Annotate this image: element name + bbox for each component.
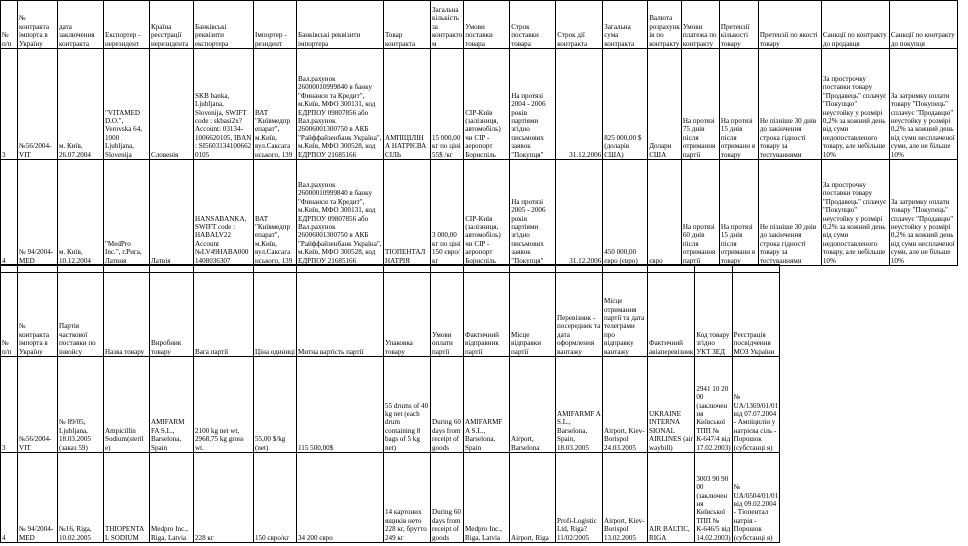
table-row <box>1 357 780 453</box>
table-cell: UKRAINE INTERNA SIONAL AIRLINES (air waybill) <box>648 357 695 453</box>
header-cell: Фактичний авіаперевізник <box>648 273 695 357</box>
table-cell: AMIFARM FA S.L., Barselona, Spain <box>150 357 194 453</box>
header-cell: Банківські реквізити експортера <box>194 1 254 49</box>
table-cell: № 94/2004-MED <box>18 160 58 266</box>
table-cell: № 89/05, Ljubljana, 18.03.2005 (заказ 59) <box>58 357 104 453</box>
header-cell: Умови поставки товара <box>464 1 510 49</box>
header-cell: № п/п <box>1 1 18 49</box>
table-cell: № 94/2004-MED <box>18 453 58 543</box>
table-cell: 55 drums of 40 kg net (each drum containing 8 bags of 5 kg net) <box>384 357 431 453</box>
table-cell: №56/2004-VIT <box>18 357 58 453</box>
table-cell: 450 000,00 євро (євро) <box>603 160 648 266</box>
table-cell: AMIFARMF A S.L., Barselona, Spain, 18.03.2005 <box>556 357 603 453</box>
header-cell: Валюта розрахунк ів по контракту <box>648 1 682 49</box>
table-cell: SKB banka, Ljubljana, Slovenija, SWIFT code : skbasi2x? Account: 03134-1006620105, IBAN : SI5603134100662 0105 <box>194 49 254 160</box>
table-cell: Не пізніше 30 днів до закінчення строка гідності товару за тестуваннями <box>758 160 821 266</box>
header-cell: Місце отримання партії та дата телеграми про відправку вантажу <box>603 273 648 357</box>
header-cell: Товар контракта <box>384 1 431 49</box>
header-cell: Перевізник - посередник та дата оформлення вантажу <box>556 273 603 357</box>
table-cell: євро <box>648 160 682 266</box>
header-cell: Країна реєстрації нерезидента <box>150 1 194 49</box>
table-cell: На протязі 75 днів після отримання партії <box>681 49 719 160</box>
header-cell: Загальна сума контракта <box>603 1 648 49</box>
header-cell: Фактичний відправник партії <box>464 273 510 357</box>
table-cell: м. Київ, 10.12.2004 <box>58 160 104 266</box>
table-cell: Латвія <box>150 160 194 266</box>
table-cell: 31.12.2006 <box>556 49 603 160</box>
table-cell: "MedPro Inc.", г.Рига, Латвия <box>104 160 150 266</box>
header-cell: Умови платежа по контракту <box>681 1 719 49</box>
table-cell: Вал.рахунок 26000010999840 в банку "Финанси та Кредит", м.Київ, МФО 300131, код ЕДРПОУ 09807856 або Вал.рахунок 26006001300750 в АКБ "Райффайзенбанк Україна", м.Київ, МФО 300528, код ЕДРПОУ 21685166 <box>297 49 384 160</box>
table-cell: 228 кг <box>194 453 254 543</box>
table-cell: 3003 90 90 00 (заключен ня Київської ТПП № К-646/5 від 14.02.2003) <box>695 453 732 543</box>
table-cell: Не пізніше 30 днів до закінчення строка гідності товару за тестуваннями <box>758 49 821 160</box>
header-cell: Строк поставки товара <box>510 1 556 49</box>
table-cell: № UA/0504/01/01 від 09.02.2004 - Тіопентал натрія - Порошок (субстанці я) <box>732 453 780 543</box>
header-cell: Санкції по контракту до покупця <box>889 1 957 49</box>
table-cell: 3 <box>1 357 18 453</box>
table-cell: 14 картоних ящиків нето 228 кг, брутто 249 кг <box>384 453 431 543</box>
header-cell: Код товару згідно УКТ ЗЕД <box>695 273 732 357</box>
header-cell: Імпортер - резидент <box>254 1 297 49</box>
header-cell: Претензії по якості товару <box>758 1 821 49</box>
table-cell: 3 000,00 кг по ціні 150 євро/кг <box>431 160 464 266</box>
table-cell: HANSABANKA, SWIFT code : HABALV22 Account №LV49HABA000 1408036307 <box>194 160 254 266</box>
header-cell: Банківські реквізити імпортера <box>297 1 384 49</box>
table-cell: Ampicillin Sodium(steril e) <box>104 357 150 453</box>
table-cell: 2941 10 20 00 (заключен ня Київської ТПП № К-647/4 від 17.02.2003) <box>695 357 732 453</box>
table-cell: Airport, Riga <box>510 453 556 543</box>
table-cell: AIR BALTIC, RIGA <box>648 453 695 543</box>
table-cell: 2100 kg net wt, 2968,75 kg gross wt. <box>194 357 254 453</box>
table-cell: Medpro Inc., Riga, Latvia <box>464 453 510 543</box>
table-cell: CIP-Київ (залізниця, автомобіль) чи CIP - аеропорт Бориспіль <box>464 49 510 160</box>
header-cell: Упаковка товару <box>384 273 431 357</box>
table-cell: Airport, Barselona <box>510 357 556 453</box>
header-cell: № контракта імпорта в Україну <box>18 273 58 357</box>
table-cell: 3 <box>1 49 18 160</box>
table-cell: 15 000,00 кг по ціні 55$ /кг <box>431 49 464 160</box>
table-cell: ВАТ "Київмедпр епарат", м.Київ, вул.Саксага нського, 139 <box>254 160 297 266</box>
table-cell: За затримку оплати товару "Покупець" сплачує "Продавцю" неустойку у розмірі 0,2% за кожний день від суми несплаченої суми, але не більше 10% <box>889 160 957 266</box>
table-cell: 115 500,00$ <box>297 357 384 453</box>
contracts-header-row <box>1 1 958 49</box>
header-cell: № п/п <box>1 273 18 357</box>
table-cell: №56/2004-VIT <box>18 49 58 160</box>
table-cell: За прострочку поставки товару "Продавець" сплачує "Покупцю" неустойку у розмірі 0,2% за кожний день від суми недопоставленого товару, але небільше 10% <box>821 49 889 160</box>
table-cell: Profi-Logistic Ltd, Riga? 11/02/2005 <box>556 453 603 543</box>
header-cell: Ціна одиниці <box>254 273 297 357</box>
header-cell: дата заключения контракта <box>58 1 104 49</box>
shipments-header-row <box>1 273 780 357</box>
table-cell: 31.12.2006 <box>556 160 603 266</box>
header-cell: Місце відправки партії <box>510 273 556 357</box>
table-cell: №16, Riga, 10.02.2005 <box>58 453 104 543</box>
header-cell: Претензії кількості товару <box>719 1 758 49</box>
table-cell: АМПІЦІЛІН А НАТРІЄВА СІЛЬ <box>384 49 431 160</box>
table-cell: 150 євро/кг <box>254 453 297 543</box>
table-cell: Medpro Inc., Riga, Latvia <box>150 453 194 543</box>
table-cell: № UA/1369/01/01 від 07.07.2004 - Ампіцилін у натрієва сіль - Порошок (субстанці я) <box>732 357 780 453</box>
table-cell: За затримку оплати товару "Покупець" сплачує "Продавцю" неустойку у розмірі 0,2% за кожний день від суми несплаченої суми, але не більше 10% <box>889 49 957 160</box>
table-cell: 4 <box>1 160 18 266</box>
header-cell: Назва товару <box>104 273 150 357</box>
header-cell: Умови оплати партії <box>431 273 464 357</box>
table-cell: На протязі 15 днів після отриманн я товару <box>719 160 758 266</box>
table-cell: 825 000,00 $ (доларів США) <box>603 49 648 160</box>
table-cell: На протязі 2004 - 2006 років партіями згідно письмових заявок "Покупця" <box>510 49 556 160</box>
header-cell: Митна вартість партії <box>297 273 384 357</box>
table-cell: CIP-Київ (залізниця, автомобіль) чи CIP - аеропорт Бориспіль <box>464 160 510 266</box>
table-cell: ВАТ "Київмедпр епарат", м.Київ, вул.Саксага нського, 139 <box>254 49 297 160</box>
header-cell: Експортер - нерезидент <box>104 1 150 49</box>
table-cell: 34 200 євро <box>297 453 384 543</box>
table-cell: During 60 days from receipt of goods <box>431 357 464 453</box>
table-cell: м. Київ, 26.07.2004 <box>58 49 104 160</box>
header-cell: Строк дії контракта <box>556 1 603 49</box>
table-row <box>1 160 958 266</box>
table-cell: Словенія <box>150 49 194 160</box>
contracts-table <box>0 0 958 266</box>
table-cell: Airport, Kiev-Borispol 24.03.2005 <box>603 357 648 453</box>
table-cell: За прострочку поставки товару "Продавець" сплачує "Покупцю" неустойку у розмірі 0,2% за кожний день від суми недопоставленого товару, але небільше 10% <box>821 160 889 266</box>
table-cell: "VITAMED D.O.", Verovska 64, 1000 Ljubljana, Slovenija <box>104 49 150 160</box>
table-cell: На протязі 2005 - 2006 років партіями згідно письмових заявок "Покупця" <box>510 160 556 266</box>
table-cell: AMIFARMF A S.L., Barselona, Spain <box>464 357 510 453</box>
table-cell: THIOPENTA L SODIUM <box>104 453 150 543</box>
table-cell: Вал.рахунок 26000010999840 в банку "Финанси та Кредит", м.Київ, МФО 300131, код ЕДРПОУ 09807856 або Вал.рахунок 26006001300750 в АКБ "Райффайзенбанк Україна", м.Київ, МФО 300528, код ЕДРПОУ 21685166 <box>297 160 384 266</box>
spacer-row <box>1 265 780 273</box>
table-cell: During 60 days from receipt of goods <box>431 453 464 543</box>
table-row <box>1 49 958 160</box>
header-cell: Виробник товару <box>150 273 194 357</box>
header-cell: Вага партії <box>194 273 254 357</box>
table-row <box>1 453 780 543</box>
header-cell: № контракта імпорта в Україну <box>18 1 58 49</box>
table-cell: Airport, Kiev-Borispol 13.02.2005 <box>603 453 648 543</box>
table-cell: На протязі 15 днів після отриманн я товару <box>719 49 758 160</box>
header-cell: Загальна кількість за контракто м <box>431 1 464 49</box>
table-cell: На протязі 60 днів після отримання партії <box>681 160 719 266</box>
header-cell: Реєстрація посвідчення МОЗ України <box>732 273 780 357</box>
table-cell: 55,00 $/kg (net) <box>254 357 297 453</box>
shipments-table <box>0 264 780 543</box>
table-cell: ТІОПЕНТАЛ НАТРІЯ <box>384 160 431 266</box>
header-cell: Санкції по контракту до продавця <box>821 1 889 49</box>
header-cell: Партія часткової поставки по інвойсу <box>58 273 104 357</box>
table-cell: 4 <box>1 453 18 543</box>
table-cell: Долари США <box>648 49 682 160</box>
